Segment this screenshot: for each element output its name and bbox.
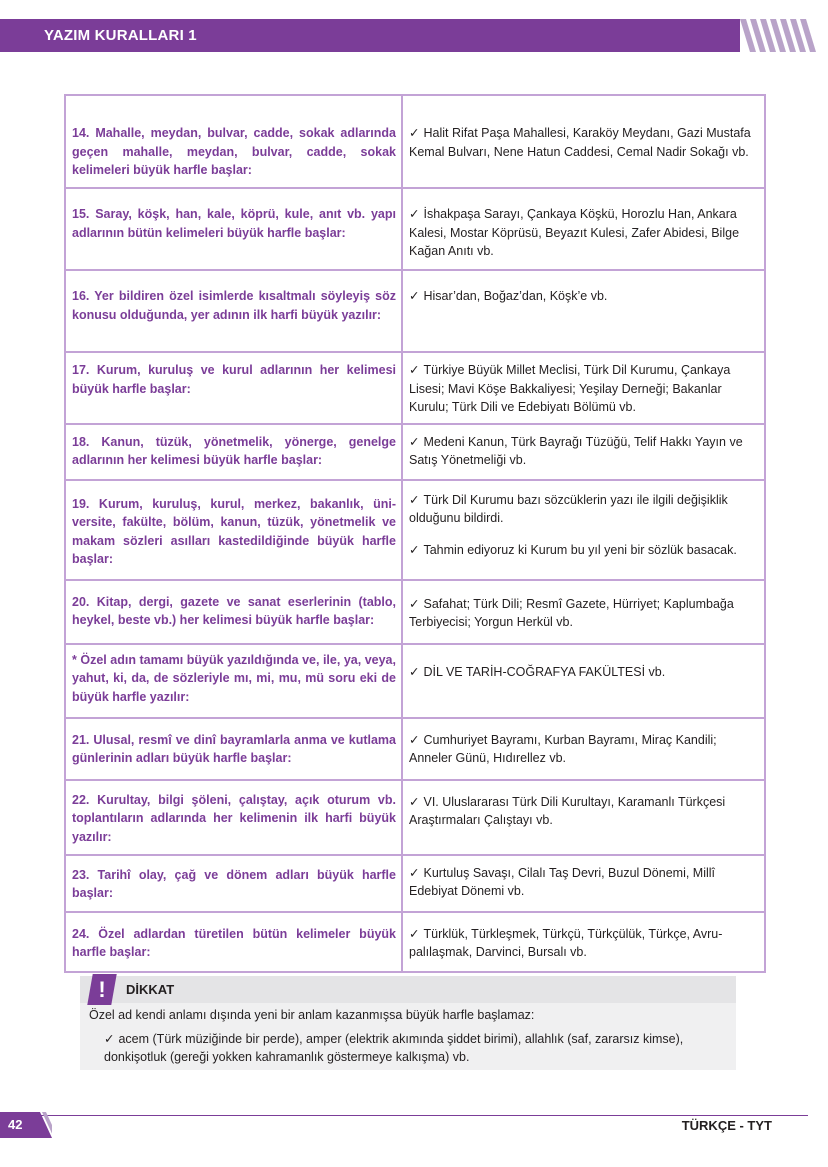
example-cell — [402, 270, 765, 352]
example-line — [409, 663, 759, 682]
example-text: Safahat; Türk Dili; Resmî Gazete, Hürriyet; Kaplumbağa Terbiyecisi; Yorgun Herkül vb. — [409, 596, 734, 629]
dikkat-rule-text: Özel ad kendi anlamı dışında yeni bir anlam kazanmışsa büyük harfle başlamaz: — [89, 1008, 535, 1022]
example-cell — [402, 644, 765, 718]
footer-divider — [40, 1115, 808, 1116]
table-row — [65, 95, 765, 188]
checkmark-icon: ✓ — [409, 126, 420, 140]
dikkat-example — [104, 1030, 730, 1066]
example-line — [409, 731, 759, 768]
example-text: Kurtuluş Savaşı, Cilalı Taş Devri, Buzul Dönemi, Millî Edebiyat Dönemi vb. — [409, 865, 716, 898]
example-line — [409, 433, 759, 470]
table-row — [65, 855, 765, 912]
table-row — [65, 352, 765, 424]
example-cell — [402, 424, 765, 480]
rule-text: 18. Kanun, tüzük, yönetmelik, yönerge, genelge adlarının her kelimesi büyük harfle başlar: — [65, 424, 402, 480]
rule-text: * Özel adın tamamı büyük yazıldığında ve, ile, ya, veya, yahut, ki, da, de sözleriyle mı, mi, mu, mü soru eki de büyük harfle yazılır: — [65, 644, 402, 718]
table-row — [65, 480, 765, 580]
table-row — [65, 912, 765, 972]
example-text: Türklük, Türkleşmek, Türkçü, Türkçülük, Türkçe, Avrupalılaşmak, Darvinci, Bursalı vb. — [409, 926, 723, 959]
example-text: Halit Rifat Paşa Mahallesi, Karaköy Meydanı, Gazi Mustafa Kemal Bulvarı, Nene Hatun Caddesi, Cemal Nadir Sokağı vb. — [409, 126, 751, 159]
table-row — [65, 780, 765, 855]
example-text: Medeni Kanun, Türk Bayrağı Tüzüğü, Telif Hakkı Yayın ve Satış Yönetmeliği vb. — [409, 434, 743, 467]
example-cell — [402, 912, 765, 972]
rule-text: 21. Ulusal, resmî ve dinî bayramlarla anma ve kutlama günlerinin adları büyük harfle başlar: — [65, 718, 402, 780]
book-title: TÜRKÇE - TYT — [681, 1118, 772, 1133]
dikkat-box — [80, 976, 736, 1070]
example-line — [409, 864, 759, 901]
rule-text: 24. Özel adlardan türetilen bütün kelimeler büyük harfle başlar: — [65, 912, 402, 972]
example-cell — [402, 855, 765, 912]
table-row — [65, 718, 765, 780]
checkmark-icon: ✓ — [409, 289, 420, 303]
checkmark-icon: ✓ — [409, 794, 420, 809]
rule-text: 15. Saray, köşk, han, kale, köprü, kule, anıt vb. yapı adlarının bütün kelimeleri büyük harfle başlar: — [65, 188, 402, 270]
rule-text: 17. Kurum, kuruluş ve kurul adlarının her kelimesi büyük harfle başlar: — [65, 352, 402, 424]
example-text: İshakpaşa Sarayı, Çankaya Köşkü, Horozlu Han, Ankara Kalesi, Mostar Köprüsü, Beyazıt Kulesi, Zafer Abidesi, Bilge Kağan Anıtı vb. — [409, 207, 740, 258]
example-cell — [402, 95, 765, 188]
dikkat-header — [80, 976, 736, 1003]
example-text: Türk Dil Kurumu bazı sözcüklerin yazı ile ilgili değişiklik olduğunu bildirdi. — [409, 492, 728, 525]
checkmark-icon: ✓ — [409, 596, 420, 611]
table-row — [65, 270, 765, 352]
example-cell — [402, 780, 765, 855]
dikkat-title: DİKKAT — [126, 982, 175, 997]
rule-text: 14. Mahalle, meydan, bulvar, cadde, sokak adlarında geçen mahalle, meydan, bulvar, cadde, sokak kelimeleri büyük harfle başlar: — [65, 95, 402, 188]
checkmark-icon: ✓ — [409, 492, 420, 507]
example-line — [409, 287, 759, 306]
checkmark-icon: ✓ — [409, 732, 420, 747]
example-text: Tahmin ediyoruz ki Kurum bu yıl yeni bir sözlük basacak. — [423, 542, 737, 557]
table-row — [65, 644, 765, 718]
rule-text: 16. Yer bildiren özel isimlerde kısaltmalı söyleyiş söz konusu olduğunda, yer adının ilk harfi büyük yazılır: — [65, 270, 402, 352]
chapter-title: YAZIM KURALLARI 1 — [44, 27, 197, 44]
table-row — [65, 580, 765, 644]
checkmark-icon: ✓ — [104, 1032, 115, 1046]
example-line — [409, 595, 759, 632]
example-text: Hisar’dan, Boğaz’dan, Köşk’e vb. — [423, 289, 608, 303]
checkmark-icon: ✓ — [409, 542, 420, 557]
example-cell — [402, 580, 765, 644]
page-number: 42 — [8, 1117, 23, 1132]
example-line — [409, 925, 759, 962]
example-line — [409, 361, 759, 417]
example-text: Türkiye Büyük Millet Meclisi, Türk Dil Kurumu, Çankaya Lisesi; Mavi Köşe Bakkaliyesi; Yeşilay Derneği; Bakanlar Kurulu; Türk Dili ve Edebiyatı Bölümü vb. — [409, 363, 731, 414]
checkmark-icon: ✓ — [409, 926, 420, 941]
example-text: DİL VE TARİH-COĞRAFYA FAKÜLTESİ vb. — [423, 664, 666, 679]
example-line — [409, 793, 759, 830]
example-line — [409, 124, 759, 161]
example-text: VI. Uluslararası Türk Dili Kurultayı, Karamanlı Türkçesi Araştırmaları Çalıştayı vb. — [409, 794, 726, 827]
checkmark-icon: ✓ — [409, 434, 420, 449]
rule-text: 23. Tarihî olay, çağ ve dönem adları büyük harfle başlar: — [65, 855, 402, 912]
rule-text: 20. Kitap, dergi, gazete ve sanat eserlerinin (tablo, heykel, beste vb.) her kelimesi büyük harfle başlar: — [65, 580, 402, 644]
table-row — [65, 424, 765, 480]
checkmark-icon: ✓ — [409, 363, 420, 377]
rules-table — [64, 94, 766, 973]
table-row — [65, 188, 765, 270]
example-cell — [402, 718, 765, 780]
checkmark-icon: ✓ — [409, 207, 420, 221]
exclamation-icon: ! — [87, 974, 116, 1005]
example-cell — [402, 352, 765, 424]
example-cell — [402, 480, 765, 580]
example-line — [409, 491, 759, 528]
checkmark-icon: ✓ — [409, 664, 420, 679]
rule-text: 19. Kurum, kuruluş, kurul, merkez, bakanlık, üniversite, fakülte, bölüm, kanun, tüzük, yönetmelik ve makam sözleri asılları kastedildiğinde büyük harfle başlar: — [65, 480, 402, 580]
example-line — [409, 205, 759, 261]
rule-text: 22. Kurultay, bilgi şöleni, çalıştay, açık oturum vb. toplantıların adlarında her kelimenin ilk harfi büyük yazılır: — [65, 780, 402, 855]
example-line — [409, 541, 759, 560]
header-stripes-decoration — [740, 19, 828, 52]
example-cell — [402, 188, 765, 270]
page-header — [0, 19, 828, 52]
example-text: Cumhuriyet Bayramı, Kurban Bayramı, Miraç Kandili; Anneler Günü, Hıdırellez vb. — [409, 732, 717, 765]
checkmark-icon: ✓ — [409, 865, 420, 880]
dikkat-example-text: acem (Türk müziğinde bir perde), amper (elektrik akımında şiddet birimi), allahlık (saf, zararsız kimse), donkişotluk (gereği yokken kahramanlık göstermeye kalkışma) vb. — [104, 1032, 684, 1064]
